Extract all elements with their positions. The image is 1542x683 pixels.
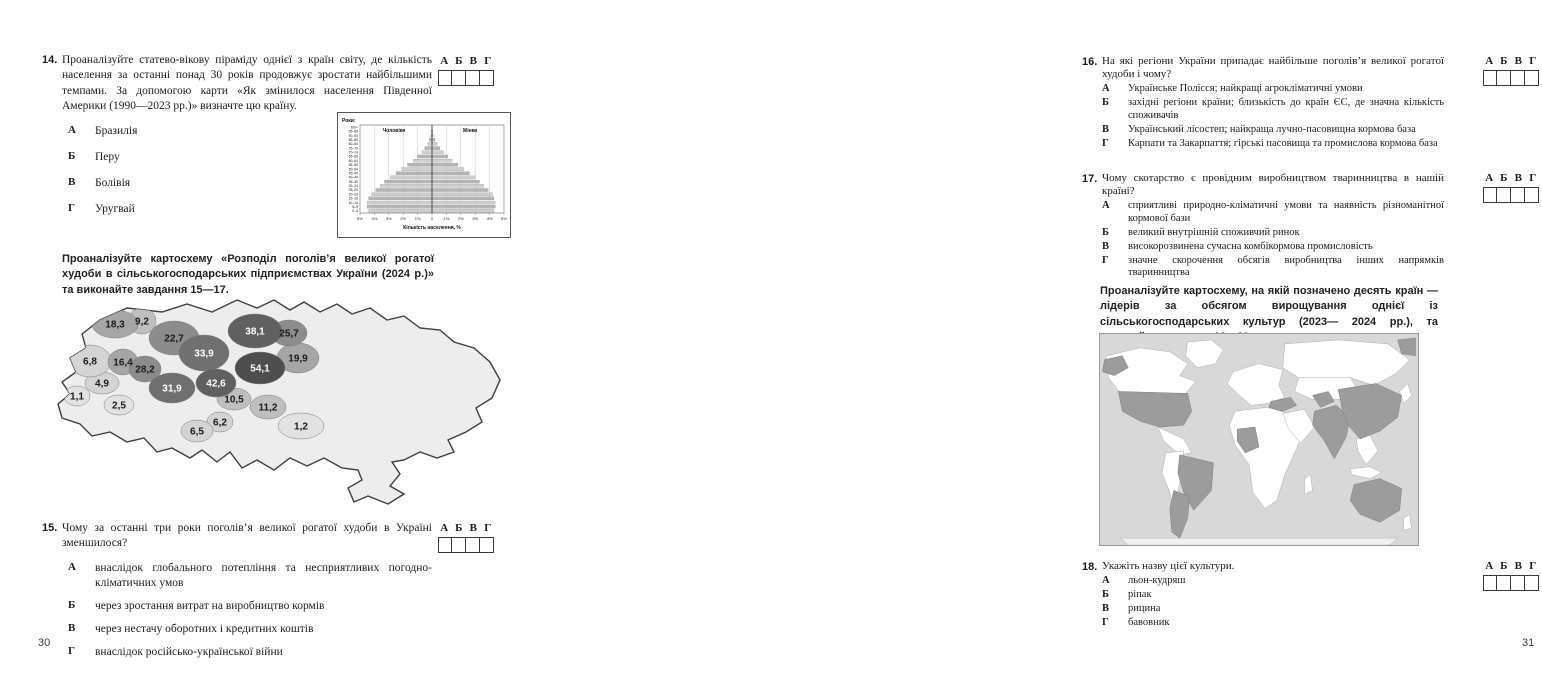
option-row — [1102, 589, 1444, 602]
ukraine-cattle-map — [52, 290, 512, 518]
option-row — [1102, 575, 1444, 588]
option-letter: Б — [68, 598, 76, 611]
region-value-label: 16,4 — [113, 357, 133, 369]
pyramid-age-label: 0–4 — [352, 209, 358, 214]
answer-letter: В — [1514, 172, 1522, 184]
answer-box[interactable] — [1497, 575, 1511, 591]
option-letter: Г — [1102, 617, 1109, 629]
option-text: бавовник — [1128, 617, 1170, 629]
question-18 — [1082, 560, 1444, 631]
answer-grid-letters — [437, 522, 497, 534]
answer-letter: Б — [1500, 172, 1508, 184]
options-list — [1082, 575, 1444, 630]
answer-letter: Б — [455, 55, 463, 67]
pyramid-axis-title: Роки: — [342, 118, 356, 124]
page-31 — [524, 0, 1537, 683]
answer-box[interactable] — [480, 537, 494, 553]
question-number: 14. — [42, 54, 58, 66]
pyramid-x-tick: 1% — [414, 216, 421, 221]
question-text: На які регіони України припадає найбільше поголів’я великої рогатої худоби і чому? — [1102, 55, 1444, 80]
pyramid-age-label: 75–79 — [348, 146, 358, 151]
answer-letter: В — [1514, 560, 1522, 572]
pyramid-x-tick: 3% — [472, 216, 479, 221]
answer-letter: Г — [1529, 560, 1537, 572]
region-value-label: 38,1 — [245, 326, 265, 338]
option-letter: Г — [68, 201, 75, 214]
answer-grid-boxes — [1483, 575, 1542, 591]
option-text: значне скорочення обсягів виробництва інших напрямків тваринництва — [1128, 254, 1444, 279]
answer-box[interactable] — [1511, 70, 1525, 86]
answer-box[interactable] — [438, 537, 452, 553]
pyramid-x-tick: 1% — [443, 216, 450, 221]
pyramid-age-label: 60–64 — [348, 158, 358, 163]
option-text: західні регіони країни; близькість до країн ЄС, де значна кількість споживачів — [1128, 97, 1444, 121]
option-text: Перу — [95, 150, 120, 163]
pyramid-age-label: 100+ — [350, 125, 358, 130]
pyramid-age-label: 10–14 — [348, 200, 358, 205]
answer-box[interactable] — [466, 70, 480, 86]
option-letter: В — [1102, 603, 1110, 615]
pyramid-x-tick: 5% — [357, 216, 363, 221]
answer-grid-letters — [1482, 55, 1542, 67]
option-letter: Б — [68, 149, 76, 162]
question-number: 16. — [1082, 56, 1098, 68]
option-row — [1102, 200, 1444, 225]
option-letter: Б — [1102, 226, 1109, 238]
option-row — [68, 599, 432, 614]
pyramid-x-tick: 4% — [371, 216, 378, 221]
pyramid-x-tick: 2% — [457, 216, 464, 221]
option-text: рицина — [1128, 603, 1161, 615]
region-value-label: 11,2 — [258, 402, 278, 414]
population-pyramid-figure — [337, 112, 511, 238]
region-value-label: 9,2 — [135, 316, 149, 328]
answer-letter: Г — [484, 55, 492, 67]
question-number: 18. — [1082, 561, 1098, 573]
pyramid-x-tick: 4% — [486, 216, 493, 221]
answer-letter: Г — [1529, 172, 1537, 184]
region-value-label: 25,7 — [279, 328, 299, 340]
answer-letter: В — [1514, 55, 1522, 67]
question-number: 17. — [1082, 173, 1098, 185]
option-row — [1102, 603, 1444, 616]
answer-letter: В — [469, 55, 477, 67]
answer-grid-q18 — [1482, 560, 1542, 591]
population-pyramid-chart — [338, 113, 510, 237]
option-text: Уругвай — [95, 202, 135, 215]
answer-letter: Б — [455, 522, 463, 534]
answer-box[interactable] — [452, 537, 466, 553]
option-row — [1102, 124, 1444, 137]
option-text: через нестачу оборотних і кредитних коштів — [95, 622, 314, 635]
option-text: Український лісостеп; найкраща лучно-пасовищна кормова база — [1128, 123, 1416, 135]
answer-letter: А — [440, 522, 449, 534]
answer-box[interactable] — [438, 70, 452, 86]
region-value-label: 6,5 — [190, 426, 204, 438]
pyramid-age-label: 70–74 — [348, 150, 358, 155]
region-value-label: 54,1 — [250, 363, 270, 375]
answer-grid-q14 — [437, 55, 497, 86]
pyramid-age-label: 25–29 — [348, 188, 358, 193]
question-text: Чому за останні три роки поголів’я великої рогатої худоби в Україні зменшилося? — [62, 522, 432, 550]
pyramid-x-tick: 5% — [501, 216, 507, 221]
region-value-label: 31,9 — [162, 383, 182, 395]
region-antarctica — [1120, 538, 1397, 545]
option-letter: А — [1102, 83, 1110, 94]
answer-letter: А — [440, 55, 449, 67]
answer-grid-q15 — [437, 522, 497, 553]
option-letter: А — [68, 123, 76, 136]
world-map-svg — [1100, 334, 1418, 545]
answer-box[interactable] — [1525, 187, 1539, 203]
option-text: Болівія — [95, 176, 131, 189]
option-letter: В — [68, 621, 76, 634]
answer-box[interactable] — [452, 70, 466, 86]
option-row — [1102, 617, 1444, 630]
option-text: ріпак — [1128, 589, 1152, 601]
answer-letter: А — [1485, 560, 1494, 572]
option-text: сприятливі природно-кліматичні умови та наявність різноманітної кормової бази — [1128, 200, 1444, 224]
option-text: через зростання витрат на виробництво кормів — [95, 599, 325, 612]
option-letter: Г — [1102, 254, 1109, 266]
region-value-label: 22,7 — [164, 333, 184, 345]
page-number-left: 30 — [38, 637, 51, 649]
question-text: Проаналізуйте статево-вікову піраміду однієї з країн світу, де кількість населення за останні понад 30 років продовжує зростати найбільшими темпами. За допомогою карти «Як змінилося населення Південної Америки (1990—2023 рр.)» визначте цю країну. — [62, 54, 432, 113]
region-value-label: 6,2 — [213, 417, 227, 429]
pyramid-age-label: 5–9 — [352, 205, 358, 210]
option-row — [1102, 255, 1444, 280]
answer-box[interactable] — [1525, 70, 1539, 86]
option-text: внаслідок російсько-української війни — [95, 645, 283, 658]
region-value-label: 2,5 — [112, 400, 126, 412]
pyramid-age-label: 35–39 — [348, 179, 358, 184]
pyramid-age-label: 20–24 — [348, 192, 358, 197]
region-value-label: 4,9 — [95, 378, 109, 390]
pyramid-x-axis-label: Кількість населення, % — [403, 225, 461, 231]
pyramid-age-label: 50–54 — [348, 167, 358, 172]
option-text: Карпати та Закарпаття; гірські пасовища та промислова кормова база — [1128, 137, 1438, 149]
option-letter: Г — [1102, 137, 1109, 149]
region-value-label: 10,5 — [224, 394, 244, 406]
question-number: 15. — [42, 522, 58, 534]
pyramid-age-label: 45–49 — [348, 171, 358, 176]
option-row — [1102, 138, 1444, 151]
answer-grid-boxes — [438, 70, 497, 86]
answer-grid-boxes — [438, 537, 497, 553]
answer-box[interactable] — [1483, 70, 1497, 86]
world-map-intro-text: Проаналізуйте картосхему, на якій позначено десять країн — лідерів за обсягом вирощування однієї із сільськогосподарських культур (2023— 2024 рр.), та — [1100, 285, 1438, 328]
answer-box[interactable] — [1497, 70, 1511, 86]
answer-letter: Г — [484, 522, 492, 534]
options-list — [1082, 200, 1444, 280]
pyramid-age-label: 80–84 — [348, 142, 358, 147]
option-row — [68, 645, 432, 660]
answer-grid-q16 — [1482, 55, 1542, 86]
page-30 — [0, 0, 524, 683]
answer-letter: Г — [1529, 55, 1537, 67]
answer-box[interactable] — [1497, 187, 1511, 203]
page-number-right: 31 — [1522, 637, 1535, 649]
pyramid-age-label: 30–34 — [348, 184, 358, 189]
option-letter: В — [1102, 240, 1110, 252]
option-text: високорозвинена сучасна комбікормова промисловість — [1128, 240, 1373, 252]
region-value-label: 1,2 — [294, 421, 308, 433]
region-value-label: 42,6 — [206, 378, 226, 390]
option-text: Українське Полісся; найкращі агрокліматичні умови — [1128, 83, 1363, 94]
pyramid-age-label: 90–94 — [348, 133, 358, 138]
answer-box[interactable] — [1483, 187, 1497, 203]
option-text: великий внутрішній споживчий ринок — [1128, 226, 1300, 238]
question-17 — [1082, 172, 1444, 282]
option-letter: В — [1102, 123, 1110, 135]
option-row — [1102, 227, 1444, 240]
option-letter: В — [68, 175, 76, 188]
pyramid-female-label: Жінки — [462, 128, 478, 134]
option-letter: Б — [1102, 97, 1109, 109]
answer-box[interactable] — [1525, 575, 1539, 591]
options-list — [1082, 83, 1444, 150]
region-value-label: 28,2 — [135, 364, 155, 376]
option-row — [68, 561, 432, 591]
option-letter: Б — [1102, 589, 1109, 601]
region-value-label: 19,9 — [288, 353, 308, 365]
answer-grid-letters — [437, 55, 497, 67]
region-value-label: 1,1 — [70, 391, 84, 403]
question-text: Укажіть назву цієї культури. — [1102, 560, 1235, 572]
answer-grid-letters — [1482, 172, 1542, 184]
pyramid-age-label: 55–59 — [348, 163, 358, 168]
answer-box[interactable] — [1511, 575, 1525, 591]
answer-grid-letters — [1482, 560, 1542, 572]
answer-box[interactable] — [1511, 187, 1525, 203]
answer-box[interactable] — [1483, 575, 1497, 591]
answer-grid-q17 — [1482, 172, 1542, 203]
question-text: Чому скотарство є провідним виробництвом тваринництва в нашій країні? — [1102, 172, 1444, 197]
map-intro-text: Проаналізуйте картосхему «Розподіл поголів’я великої рогатої худоби в сільськогосподарських підприємствах України (2024 р.)» та виконайте завдання 15—17. — [62, 253, 434, 296]
option-letter: А — [1102, 200, 1110, 211]
answer-letter: А — [1485, 172, 1494, 184]
pyramid-age-label: 40–44 — [348, 175, 358, 180]
region-value-label: 33,9 — [194, 348, 214, 360]
answer-box[interactable] — [480, 70, 494, 86]
answer-letter: А — [1485, 55, 1494, 67]
option-row — [1102, 83, 1444, 96]
option-letter: Г — [68, 644, 75, 657]
answer-letter: В — [469, 522, 477, 534]
answer-letter: Б — [1500, 55, 1508, 67]
pyramid-age-label: 85–89 — [348, 137, 358, 142]
answer-letter: Б — [1500, 560, 1508, 572]
option-text: льон-кудряш — [1128, 575, 1186, 586]
question-16 — [1082, 55, 1444, 152]
pyramid-age-label: 95–99 — [348, 129, 358, 134]
region-value-label: 18,3 — [105, 319, 125, 331]
option-row — [1102, 97, 1444, 122]
pyramid-age-label: 65–69 — [348, 154, 358, 159]
option-row — [68, 622, 432, 637]
option-text: Бразилія — [95, 124, 138, 137]
pyramid-x-tick: 2% — [400, 216, 407, 221]
option-row — [1102, 241, 1444, 254]
pyramid-x-tick: 0 — [430, 216, 434, 221]
question-15 — [42, 521, 432, 668]
answer-box[interactable] — [466, 537, 480, 553]
pyramid-x-tick: 3% — [385, 216, 392, 221]
pyramid-age-label: 15–19 — [348, 196, 358, 201]
pyramid-male-label: Чоловіки — [382, 128, 406, 134]
options-list — [42, 561, 432, 660]
option-letter: А — [1102, 575, 1110, 586]
ukraine-map-svg — [52, 290, 512, 518]
option-letter: А — [68, 560, 76, 573]
world-crop-leaders-map — [1099, 333, 1419, 546]
answer-grid-boxes — [1483, 187, 1542, 203]
option-text: внаслідок глобального потепління та несприятливих погодно-кліматичних умов — [95, 561, 432, 589]
answer-grid-boxes — [1483, 70, 1542, 86]
region-value-label: 6,8 — [83, 356, 97, 368]
